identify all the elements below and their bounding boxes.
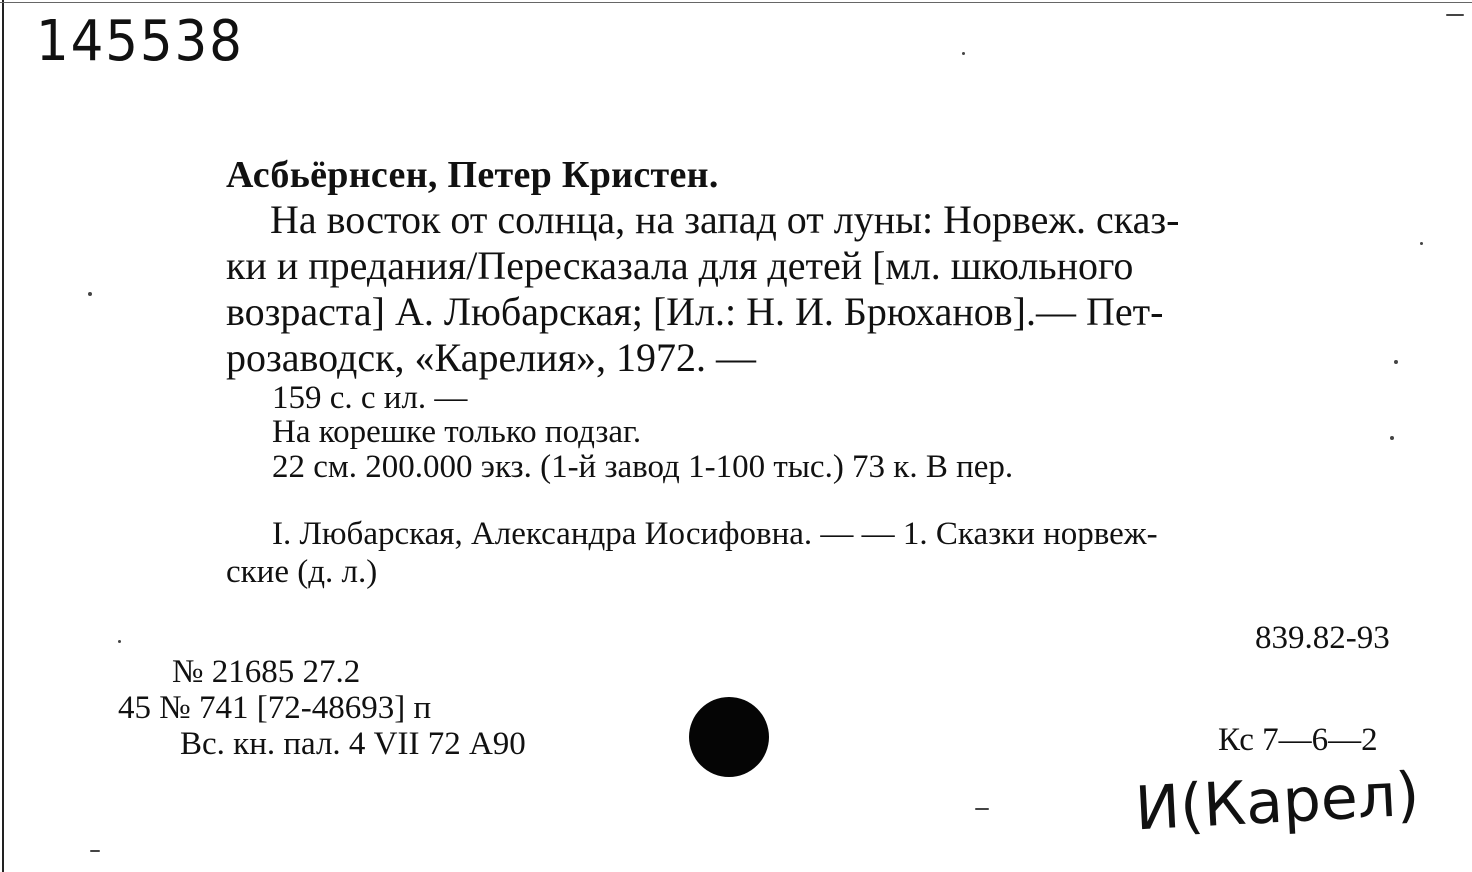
catalog-code: Кс 7—6—2 bbox=[1218, 722, 1378, 758]
speck bbox=[1390, 436, 1394, 440]
author-heading: Асбьёрнсен, Петер Кристен. bbox=[226, 154, 719, 196]
card-left-edge bbox=[2, 0, 4, 872]
speck bbox=[90, 850, 100, 852]
handwritten-note: И(Карел) bbox=[1133, 759, 1422, 845]
registry-line-3: Вс. кн. пал. 4 VII 72 А90 bbox=[180, 726, 526, 762]
tracing-line-1: I. Любарская, Александра Иосифовна. — — 1. Сказки норвеж- bbox=[272, 516, 1158, 552]
edition-line: 22 см. 200.000 экз. (1-й завод 1-100 тыс.) 73 к. В пер. bbox=[272, 449, 1014, 485]
note-line: На корешке только подзаг. bbox=[272, 414, 642, 450]
physical-description: 159 с. с ил. — bbox=[272, 380, 468, 416]
speck bbox=[88, 292, 92, 296]
title-line-4: розаводск, «Карелия», 1972. — bbox=[226, 335, 756, 380]
classification-number: 839.82-93 bbox=[1255, 620, 1390, 656]
tracing-line-2: ские (д. л.) bbox=[226, 554, 378, 590]
registry-line-1: № 21685 27.2 bbox=[172, 654, 361, 690]
punch-hole bbox=[689, 697, 769, 777]
speck bbox=[1446, 14, 1464, 16]
title-line-3: возраста] А. Любарская; [Ил.: Н. И. Брюханов].— Пет- bbox=[226, 289, 1164, 334]
speck bbox=[962, 52, 965, 55]
speck bbox=[975, 808, 989, 810]
title-line-1: На восток от солнца, на запад от луны: Норвеж. сказ- bbox=[270, 197, 1180, 242]
inventory-number: 145538 bbox=[36, 9, 244, 74]
speck bbox=[118, 640, 121, 643]
speck bbox=[1394, 360, 1398, 364]
card-top-edge bbox=[0, 2, 1472, 3]
title-line-2: ки и предания/Пересказала для детей [мл. школьного bbox=[226, 243, 1134, 288]
speck bbox=[1420, 242, 1423, 245]
registry-line-2: 45 № 741 [72-48693] п bbox=[118, 690, 432, 726]
